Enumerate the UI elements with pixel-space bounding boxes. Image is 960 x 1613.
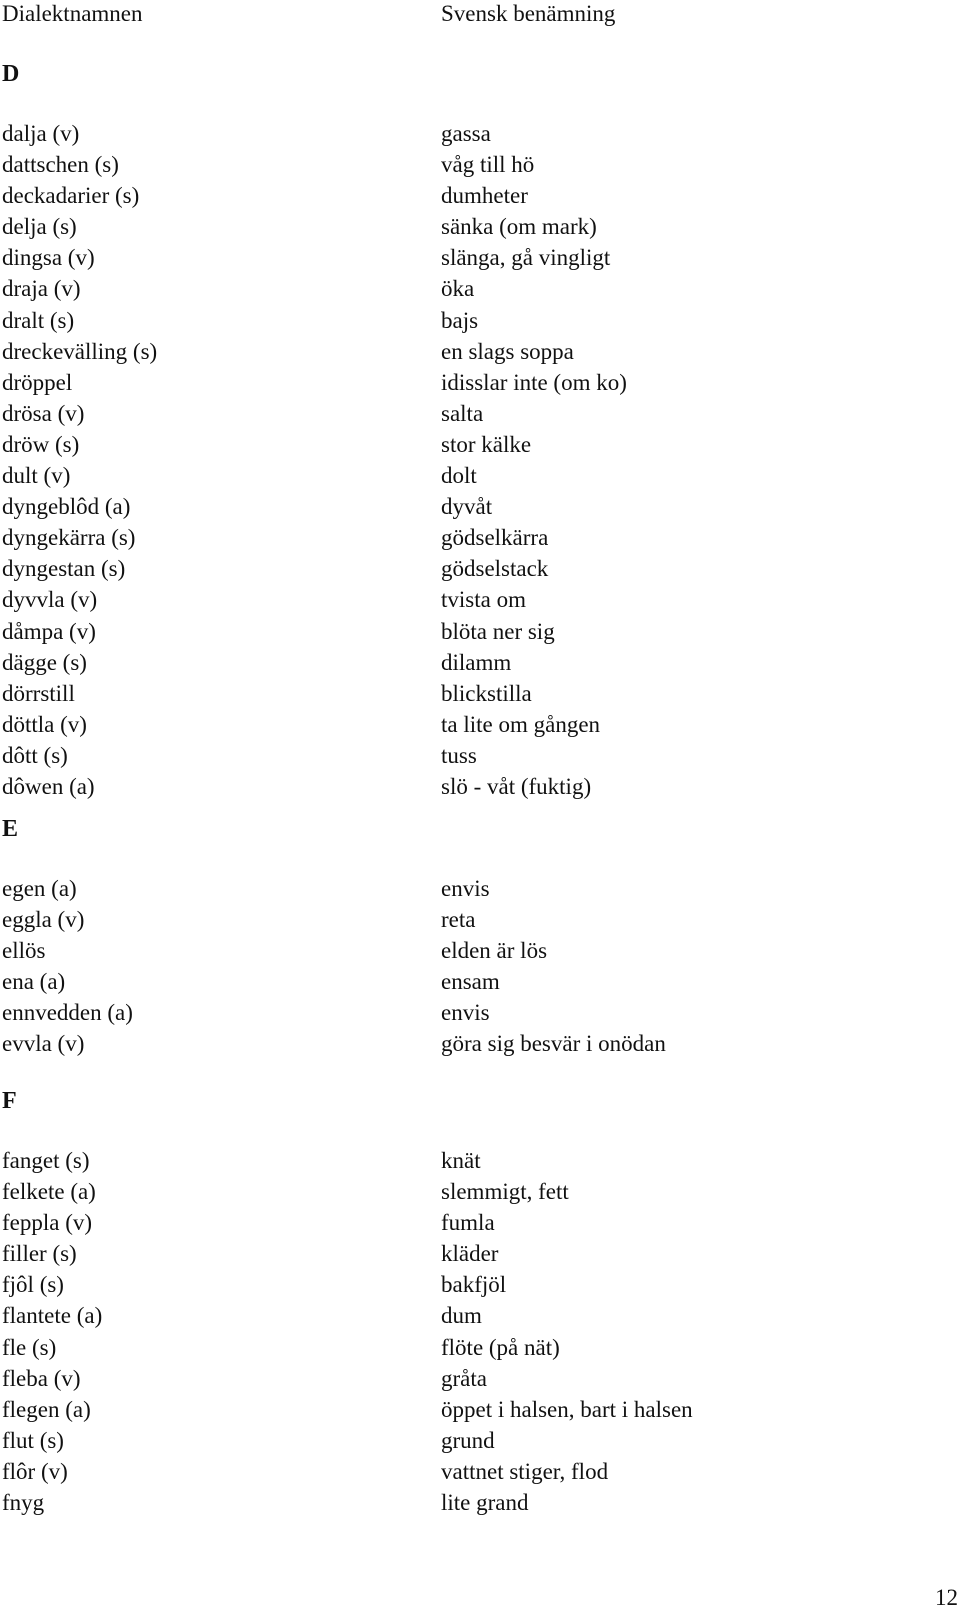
swedish-term: öppet i halsen, bart i halsen — [441, 1396, 693, 1422]
dialect-term: draja (v) — [2, 276, 81, 302]
swedish-term: dyvåt — [441, 494, 493, 520]
section-letter-d: D — [2, 61, 20, 87]
dialect-term: dörrstill — [2, 680, 75, 706]
swedish-term: slö - våt (fuktig) — [441, 773, 592, 799]
dialect-term: dreckevälling (s) — [2, 338, 158, 364]
swedish-term: knät — [441, 1148, 481, 1173]
swedish-list-f — [441, 1145, 693, 1518]
swedish-term: elden är lös — [441, 938, 548, 964]
dialect-term: flegen (a) — [2, 1396, 91, 1422]
swedish-term: blöta ner sig — [441, 618, 555, 644]
swedish-term: våg till hö — [441, 152, 535, 178]
swedish-list-d — [441, 118, 627, 802]
dialect-term: eggla (v) — [2, 907, 85, 933]
section-letter-f: F — [2, 1088, 17, 1114]
swedish-term: dumheter — [441, 183, 528, 209]
page-number: 12 — [935, 1585, 958, 1610]
swedish-term: gråta — [441, 1365, 487, 1391]
swedish-term: tuss — [441, 742, 477, 768]
swedish-term: sänka (om mark) — [441, 214, 597, 240]
swedish-term: en slags soppa — [441, 338, 574, 364]
swedish-term: dilamm — [441, 649, 512, 675]
dialect-term: dyngekärra (s) — [2, 525, 136, 551]
swedish-list-e — [441, 873, 666, 1060]
swedish-term: flöte (på nät) — [441, 1334, 560, 1360]
dialect-term: dägge (s) — [2, 649, 87, 675]
header-swedish-names: Svensk benämning — [441, 1, 616, 26]
dialect-term: fleba (v) — [2, 1365, 81, 1391]
swedish-term: lite grand — [441, 1490, 529, 1516]
swedish-term: grund — [441, 1427, 495, 1453]
swedish-term: idisslar inte (om ko) — [441, 369, 627, 395]
swedish-term: slänga, gå vingligt — [441, 245, 611, 271]
dialect-term: filler (s) — [2, 1241, 77, 1267]
swedish-term: öka — [441, 276, 475, 302]
dialect-term: döttla (v) — [2, 711, 87, 737]
swedish-term: stor kälke — [441, 431, 532, 457]
dialect-term: dôwen (a) — [2, 773, 95, 799]
swedish-term: gassa — [441, 121, 491, 146]
swedish-term: vattnet stiger, flod — [441, 1458, 609, 1484]
dialect-term: ellös — [2, 938, 46, 964]
swedish-term: ta lite om gången — [441, 711, 601, 737]
dialect-term: dyvvla (v) — [2, 587, 98, 613]
section-letter-e: E — [2, 816, 19, 842]
swedish-term: salta — [441, 400, 484, 426]
dialect-term: dyngeblôd (a) — [2, 494, 131, 520]
swedish-term: slemmigt, fett — [441, 1179, 569, 1205]
dialect-term: dingsa (v) — [2, 245, 95, 271]
swedish-term: bajs — [441, 307, 479, 333]
swedish-term: tvista om — [441, 587, 526, 613]
swedish-term: gödselstack — [441, 556, 549, 582]
dialect-term: ennvedden (a) — [2, 1000, 133, 1026]
dialect-term: dôtt (s) — [2, 742, 68, 768]
dialect-term: deckadarier (s) — [2, 183, 140, 209]
dialect-term: dalja (v) — [2, 121, 80, 146]
dialect-term: flantete (a) — [2, 1303, 103, 1329]
swedish-term: reta — [441, 907, 476, 933]
dialect-term: dröw (s) — [2, 431, 80, 457]
dialect-list-f — [2, 1145, 102, 1518]
dialect-term: delja (s) — [2, 214, 77, 240]
dialect-term: flôr (v) — [2, 1458, 68, 1484]
dialect-term: flut (s) — [2, 1427, 64, 1453]
swedish-term: kläder — [441, 1241, 499, 1267]
swedish-term: bakfjöl — [441, 1272, 507, 1298]
swedish-term: göra sig besvär i onödan — [441, 1031, 666, 1057]
swedish-term: envis — [441, 876, 490, 901]
swedish-term: blickstilla — [441, 680, 532, 706]
dialect-term: ena (a) — [2, 969, 66, 995]
dialect-term: dyngestan (s) — [2, 556, 126, 582]
dialect-term: dralt (s) — [2, 307, 75, 333]
dialect-term: fanget (s) — [2, 1148, 90, 1173]
dialect-term: fle (s) — [2, 1334, 57, 1360]
swedish-term: dum — [441, 1303, 482, 1329]
dialect-term: dattschen (s) — [2, 152, 119, 178]
swedish-term: fumla — [441, 1210, 495, 1236]
dialect-term: drösa (v) — [2, 400, 85, 426]
dialect-term: dåmpa (v) — [2, 618, 96, 644]
dialect-term: feppla (v) — [2, 1210, 93, 1236]
dialect-list-d — [2, 118, 157, 802]
swedish-term: dolt — [441, 463, 477, 489]
dialect-term: dröppel — [2, 369, 73, 395]
swedish-term: ensam — [441, 969, 500, 995]
swedish-term: envis — [441, 1000, 490, 1026]
dialect-term: fjôl (s) — [2, 1272, 64, 1298]
dialect-term: fnyg — [2, 1490, 45, 1516]
dialect-term: egen (a) — [2, 876, 77, 901]
dialect-list-e — [2, 873, 133, 1060]
dialect-term: dult (v) — [2, 463, 71, 489]
swedish-term: gödselkärra — [441, 525, 549, 551]
dialect-term: felkete (a) — [2, 1179, 96, 1205]
dialect-term: evvla (v) — [2, 1031, 85, 1057]
header-dialect-names: Dialektnamnen — [2, 1, 143, 26]
